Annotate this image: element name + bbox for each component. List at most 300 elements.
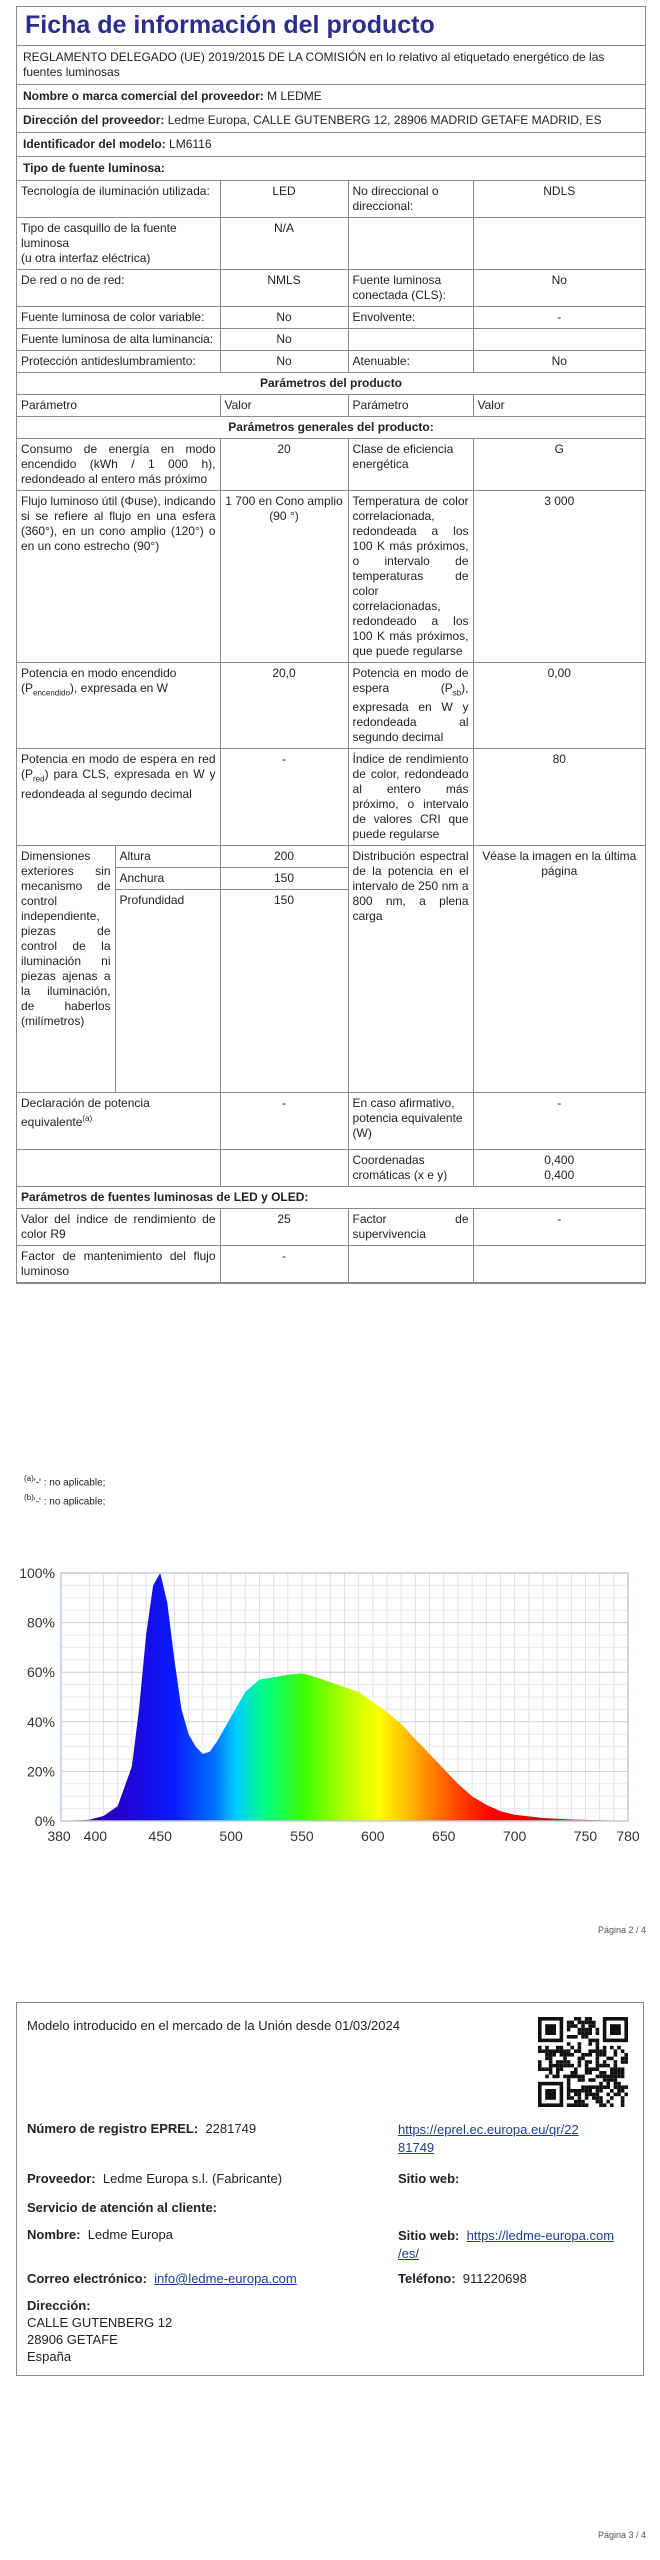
qr-module bbox=[556, 2046, 560, 2050]
qr-module bbox=[552, 2064, 556, 2068]
qr-module bbox=[621, 2103, 625, 2107]
qr-module bbox=[596, 2046, 600, 2050]
qr-module bbox=[538, 2049, 542, 2053]
qr-module bbox=[596, 2067, 600, 2071]
qr-module bbox=[581, 2100, 585, 2104]
qr-module bbox=[596, 2053, 600, 2057]
standby-power-label bbox=[348, 663, 473, 749]
qr-module bbox=[538, 2046, 542, 2050]
supplier-brand-value: M LEDME bbox=[267, 89, 322, 103]
qr-module bbox=[624, 2057, 628, 2061]
on-mode-power-value: 20,0 bbox=[220, 663, 348, 749]
qr-module bbox=[556, 2064, 560, 2068]
qr-module bbox=[560, 2060, 564, 2064]
qr-module bbox=[592, 2078, 596, 2082]
type-value: - bbox=[473, 307, 645, 329]
x-tick-label: 380 bbox=[47, 1828, 71, 1844]
qr-module bbox=[585, 2089, 589, 2093]
flux-maintenance-value: - bbox=[220, 1246, 348, 1283]
equivalent-power-label bbox=[17, 1093, 220, 1150]
qr-module bbox=[599, 2064, 603, 2068]
depth-value: 150 bbox=[220, 890, 348, 1093]
qr-module bbox=[563, 2049, 567, 2053]
type-value bbox=[473, 218, 645, 270]
qr-module bbox=[610, 2075, 614, 2079]
supplier-row bbox=[27, 2171, 282, 2186]
qr-module bbox=[556, 2071, 560, 2075]
qr-module bbox=[581, 2024, 585, 2028]
qr-module bbox=[545, 2053, 549, 2057]
qr-module bbox=[621, 2071, 625, 2075]
qr-module bbox=[614, 2085, 618, 2089]
qr-module bbox=[614, 2078, 618, 2082]
qr-module bbox=[592, 2096, 596, 2100]
qr-module bbox=[588, 2085, 592, 2089]
qr-module bbox=[556, 2075, 560, 2079]
product-params-heading: Parámetros del producto bbox=[17, 373, 645, 395]
qr-module bbox=[596, 2042, 600, 2046]
table-row bbox=[17, 1246, 645, 1283]
qr-module bbox=[585, 2035, 589, 2039]
qr-module bbox=[570, 2046, 574, 2050]
qr-module bbox=[552, 2075, 556, 2079]
type-label bbox=[348, 218, 473, 270]
qr-module bbox=[596, 2085, 600, 2089]
qr-module bbox=[574, 2071, 578, 2075]
table-row bbox=[17, 1187, 645, 1209]
qr-module bbox=[588, 2024, 592, 2028]
qr-module bbox=[588, 2028, 592, 2032]
qr-module bbox=[567, 2078, 571, 2082]
table-row bbox=[17, 1150, 645, 1187]
qr-module bbox=[574, 2100, 578, 2104]
qr-module bbox=[545, 2057, 549, 2061]
qr-module bbox=[570, 2021, 574, 2025]
qr-module bbox=[585, 2085, 589, 2089]
qr-module bbox=[585, 2096, 589, 2100]
qr-module bbox=[581, 2028, 585, 2032]
table-row bbox=[17, 395, 645, 417]
qr-module bbox=[542, 2049, 546, 2053]
type-label: Fuente luminosa conectada (CLS): bbox=[348, 270, 473, 307]
qr-module bbox=[596, 2031, 600, 2035]
qr-module bbox=[578, 2100, 582, 2104]
service-website-row bbox=[398, 2227, 614, 2263]
chromaticity-label: Coordenadas cromáticas (x e y) bbox=[348, 1150, 473, 1187]
sheet-title: Ficha de información del producto bbox=[17, 7, 645, 46]
qr-module bbox=[603, 2071, 607, 2075]
table-row bbox=[17, 749, 645, 846]
website-row bbox=[398, 2171, 459, 2186]
chromaticity-x: 0,400 bbox=[544, 1153, 575, 1168]
energy-consumption-label: Consumo de energía en modo encendido (kWh / 1 000 h), redondeado al entero más próximo bbox=[17, 439, 220, 491]
email-link[interactable]: info@ledme-europa.com bbox=[154, 2271, 297, 2286]
qr-module bbox=[617, 2089, 621, 2093]
x-tick-label: 780 bbox=[616, 1828, 640, 1844]
qr-module bbox=[621, 2067, 625, 2071]
qr-module bbox=[592, 2049, 596, 2053]
type-value: No bbox=[473, 270, 645, 307]
qr-module bbox=[614, 2067, 618, 2071]
qr-module bbox=[578, 2078, 582, 2082]
qr-module bbox=[567, 2049, 571, 2053]
qr-module bbox=[581, 2057, 585, 2061]
qr-module bbox=[599, 2071, 603, 2075]
qr-module bbox=[538, 2060, 542, 2064]
qr-module bbox=[581, 2031, 585, 2035]
network-standby-label bbox=[17, 749, 220, 846]
standby-power-sub: sb bbox=[452, 688, 462, 698]
cri-label: Índice de rendimiento de color, redondeado al entero más próximo, o intervalo de valores CRI que puede regularse bbox=[348, 749, 473, 846]
flux-maintenance-label: Factor de mantenimiento del flujo luminoso bbox=[17, 1246, 220, 1283]
phone-label: Teléfono: bbox=[398, 2271, 456, 2286]
type-value: No bbox=[220, 307, 348, 329]
qr-module bbox=[567, 2024, 571, 2028]
qr-module bbox=[549, 2060, 553, 2064]
qr-module bbox=[606, 2082, 610, 2086]
qr-module bbox=[574, 2024, 578, 2028]
qr-module bbox=[567, 2096, 571, 2100]
survival-factor-label: Factor de supervivencia bbox=[348, 1209, 473, 1246]
table-row bbox=[17, 351, 645, 373]
type-value: NMLS bbox=[220, 270, 348, 307]
qr-module bbox=[596, 2049, 600, 2053]
qr-module bbox=[603, 2060, 607, 2064]
type-label: Fuente luminosa de alta luminancia: bbox=[17, 329, 220, 351]
qr-module bbox=[610, 2046, 614, 2050]
footnote-mark: (a) bbox=[24, 1474, 34, 1483]
qr-module bbox=[617, 2075, 621, 2079]
empty-cell bbox=[17, 1150, 220, 1187]
qr-module bbox=[567, 2035, 571, 2039]
qr-module bbox=[592, 2039, 596, 2043]
qr-module bbox=[588, 2053, 592, 2057]
qr-module bbox=[585, 2071, 589, 2075]
type-label bbox=[348, 329, 473, 351]
color-temperature-value: 3 000 bbox=[473, 491, 645, 663]
supplier-address-value: Ledme Europa, CALLE GUTENBERG 12, 28906 MADRID GETAFE MADRID, ES bbox=[167, 113, 602, 127]
qr-module bbox=[556, 2067, 560, 2071]
type-label: Fuente luminosa de color variable: bbox=[17, 307, 220, 329]
qr-module bbox=[614, 2060, 618, 2064]
eprel-link-line-1: https://eprel.ec.europa.eu/qr/22 bbox=[398, 2122, 579, 2137]
qr-module bbox=[599, 2096, 603, 2100]
qr-module bbox=[545, 2089, 556, 2100]
qr-module bbox=[603, 2046, 607, 2050]
qr-module bbox=[570, 2024, 574, 2028]
x-tick-label: 650 bbox=[432, 1828, 456, 1844]
footnote-mark: (b) bbox=[24, 1493, 34, 1503]
type-label: Tecnología de iluminación utilizada: bbox=[17, 181, 220, 218]
qr-module bbox=[588, 2042, 592, 2046]
qr-module bbox=[567, 2103, 571, 2107]
qr-module bbox=[624, 2053, 628, 2057]
type-label: No direccional o direccional: bbox=[348, 181, 473, 218]
empty-cell bbox=[473, 1246, 645, 1283]
cri-value: 80 bbox=[473, 749, 645, 846]
qr-module bbox=[570, 2053, 574, 2057]
qr-module bbox=[606, 2057, 610, 2061]
footnote-text: '-' : no aplicable; bbox=[33, 1496, 106, 1508]
type-label: Atenuable: bbox=[348, 351, 473, 373]
qr-module bbox=[581, 2075, 585, 2079]
qr-module bbox=[542, 2067, 546, 2071]
page-number: Página 3 / 4 bbox=[598, 2530, 647, 2540]
qr-module bbox=[599, 2085, 603, 2089]
qr-module bbox=[621, 2085, 625, 2089]
qr-module bbox=[603, 2064, 607, 2068]
qr-code-icon[interactable] bbox=[538, 2017, 628, 2107]
x-tick-label: 550 bbox=[290, 1828, 314, 1844]
model-id-row bbox=[17, 133, 645, 157]
y-tick-label: 40% bbox=[26, 1713, 55, 1730]
qr-module bbox=[606, 2078, 610, 2082]
eprel-number-row bbox=[27, 2121, 256, 2136]
qr-module bbox=[599, 2082, 603, 2086]
qr-module bbox=[545, 2046, 549, 2050]
qr-module bbox=[621, 2089, 625, 2093]
qr-module bbox=[560, 2046, 564, 2050]
qr-module bbox=[574, 2035, 578, 2039]
qr-module bbox=[570, 2064, 574, 2068]
table-row bbox=[17, 846, 645, 868]
luminous-flux-value: 1 700 en Cono amplio (90 °) bbox=[220, 491, 348, 663]
footnotes bbox=[22, 1467, 107, 1514]
qr-module bbox=[563, 2075, 567, 2079]
qr-module bbox=[581, 2089, 585, 2093]
on-mode-power-text: Potencia en modo encendido (P bbox=[21, 666, 177, 695]
model-id-value: LM6116 bbox=[169, 137, 212, 151]
qr-module bbox=[578, 2031, 582, 2035]
qr-module bbox=[603, 2103, 607, 2107]
qr-module bbox=[610, 2096, 614, 2100]
y-tick-label: 80% bbox=[26, 1614, 55, 1631]
qr-module bbox=[588, 2039, 592, 2043]
qr-module bbox=[581, 2078, 585, 2082]
qr-module bbox=[599, 2075, 603, 2079]
qr-module bbox=[585, 2067, 589, 2071]
supplier-brand-label: Nombre o marca comercial del proveedor: bbox=[23, 89, 264, 103]
qr-module bbox=[592, 2085, 596, 2089]
qr-module bbox=[578, 2057, 582, 2061]
qr-module bbox=[563, 2060, 567, 2064]
qr-module bbox=[574, 2017, 578, 2021]
qr-module bbox=[570, 2035, 574, 2039]
chromaticity-y: 0,400 bbox=[544, 1168, 575, 1183]
qr-module bbox=[567, 2082, 571, 2086]
footnote bbox=[24, 1471, 105, 1490]
qr-module bbox=[588, 2017, 592, 2021]
qr-module bbox=[556, 2060, 560, 2064]
qr-module bbox=[563, 2057, 567, 2061]
qr-module bbox=[545, 2049, 549, 2053]
type-value: N/A bbox=[220, 218, 348, 270]
qr-module bbox=[578, 2064, 582, 2068]
qr-module bbox=[585, 2028, 589, 2032]
qr-module bbox=[588, 2071, 592, 2075]
qr-module bbox=[603, 2085, 607, 2089]
qr-module bbox=[581, 2021, 585, 2025]
qr-module bbox=[617, 2082, 621, 2086]
qr-module bbox=[614, 2075, 618, 2079]
service-name-value: Ledme Europa bbox=[87, 2227, 173, 2242]
qr-module bbox=[610, 2089, 614, 2093]
empty-cell bbox=[348, 1246, 473, 1283]
qr-module bbox=[585, 2060, 589, 2064]
on-mode-power-text-2: ), expresada en W bbox=[69, 681, 168, 695]
qr-module bbox=[617, 2093, 621, 2097]
qr-module bbox=[560, 2053, 564, 2057]
qr-module bbox=[617, 2071, 621, 2075]
equivalent-power-w-label: En caso afirmativo, potencia equivalente (W) bbox=[348, 1093, 473, 1150]
service-website-label: Sitio web: bbox=[398, 2228, 460, 2243]
column-header-value: Valor bbox=[220, 395, 348, 417]
eprel-number-value: 2281749 bbox=[205, 2121, 257, 2136]
qr-module bbox=[596, 2039, 600, 2043]
qr-module bbox=[624, 2060, 628, 2064]
energy-consumption-value: 20 bbox=[220, 439, 348, 491]
dimensions-label: Dimensiones exteriores sin mecanismo de control independiente, piezas de control de la iluminación ni piezas ajenas a la iluminación, de haberlos (milímetros) bbox=[17, 846, 115, 1093]
light-source-type-heading bbox=[17, 157, 645, 181]
qr-module bbox=[567, 2053, 571, 2057]
standby-power-value: 0,00 bbox=[473, 663, 645, 749]
qr-module bbox=[588, 2078, 592, 2082]
supplier-label: Proveedor: bbox=[27, 2171, 96, 2186]
qr-module bbox=[549, 2049, 553, 2053]
qr-module bbox=[603, 2053, 607, 2057]
column-header-param: Parámetro bbox=[17, 395, 220, 417]
qr-module bbox=[560, 2049, 564, 2053]
table-row bbox=[17, 218, 645, 270]
qr-module bbox=[606, 2100, 610, 2104]
phone-row bbox=[398, 2271, 527, 2286]
equivalent-power-value: - bbox=[220, 1093, 348, 1150]
website-label: Sitio web: bbox=[398, 2171, 460, 2186]
qr-module bbox=[574, 2103, 578, 2107]
height-value: 200 bbox=[220, 846, 348, 868]
qr-module bbox=[578, 2049, 582, 2053]
qr-module bbox=[567, 2060, 571, 2064]
qr-module bbox=[588, 2021, 592, 2025]
type-label: De red o no de red: bbox=[17, 270, 220, 307]
qr-module bbox=[578, 2017, 582, 2021]
qr-module bbox=[610, 2057, 614, 2061]
qr-module bbox=[581, 2035, 585, 2039]
qr-module bbox=[549, 2067, 553, 2071]
spec-table bbox=[17, 181, 645, 1283]
qr-module bbox=[574, 2093, 578, 2097]
qr-module bbox=[614, 2049, 618, 2053]
qr-module bbox=[596, 2028, 600, 2032]
qr-module bbox=[621, 2049, 625, 2053]
network-standby-value: - bbox=[220, 749, 348, 846]
qr-module bbox=[549, 2071, 553, 2075]
on-mode-power-label bbox=[17, 663, 220, 749]
service-website-line-1: https://ledme-europa.com bbox=[466, 2228, 615, 2243]
color-temperature-label: Temperatura de color correlacionada, redondeada a los 100 K más próximos, o intervalo de temperaturas de color correlacionadas, redondeado a los 100 K más próximos, que puede regularse bbox=[348, 491, 473, 663]
network-standby-sub: red bbox=[33, 774, 45, 784]
eprel-link-line-2: 81749 bbox=[398, 2140, 435, 2155]
qr-module bbox=[614, 2064, 618, 2068]
table-row bbox=[17, 373, 645, 395]
qr-module bbox=[617, 2085, 621, 2089]
regulation-text: REGLAMENTO DELEGADO (UE) 2019/2015 DE LA COMISIÓN en lo relativo al etiquetado energético de las fuentes luminosas bbox=[17, 46, 645, 85]
qr-module bbox=[596, 2057, 600, 2061]
cap-type-label-2: (u otra interfaz eléctrica) bbox=[21, 251, 151, 265]
qr-module bbox=[578, 2103, 582, 2107]
x-tick-label: 700 bbox=[502, 1828, 527, 1844]
qr-module bbox=[581, 2053, 585, 2057]
qr-module bbox=[588, 2049, 592, 2053]
r9-label: Valor del índice de rendimiento de color R9 bbox=[17, 1209, 220, 1246]
qr-module bbox=[585, 2053, 589, 2057]
depth-label: Profundidad bbox=[115, 890, 220, 1093]
market-date-text: Modelo introducido en el mercado de la Unión desde 01/03/2024 bbox=[27, 2018, 400, 2033]
table-row bbox=[17, 329, 645, 351]
footnote-text: '-' : no aplicable; bbox=[33, 1477, 106, 1489]
qr-module bbox=[567, 2042, 571, 2046]
qr-module bbox=[567, 2075, 571, 2079]
qr-module bbox=[581, 2103, 585, 2107]
supplier-brand-row bbox=[17, 85, 645, 109]
qr-module bbox=[610, 2067, 614, 2071]
table-row bbox=[17, 307, 645, 329]
qr-module bbox=[596, 2093, 600, 2097]
qr-module bbox=[567, 2085, 571, 2089]
qr-module bbox=[624, 2085, 628, 2089]
phone-value: 911220698 bbox=[462, 2271, 527, 2286]
qr-module bbox=[567, 2021, 571, 2025]
table-row bbox=[17, 1093, 645, 1150]
type-label bbox=[17, 218, 220, 270]
qr-module bbox=[545, 2067, 549, 2071]
qr-module bbox=[570, 2089, 574, 2093]
model-id-label: Identificador del modelo: bbox=[23, 137, 166, 151]
eprel-number-label: Número de registro EPREL: bbox=[27, 2121, 199, 2136]
qr-module bbox=[603, 2078, 607, 2082]
qr-module bbox=[588, 2060, 592, 2064]
eprel-link[interactable] bbox=[398, 2122, 579, 2155]
eprel-info-box bbox=[16, 2002, 644, 2376]
qr-module bbox=[585, 2031, 589, 2035]
qr-module bbox=[574, 2089, 578, 2093]
y-tick-label: 0% bbox=[34, 1813, 55, 1829]
r9-value: 25 bbox=[220, 1209, 348, 1246]
qr-module bbox=[560, 2067, 564, 2071]
address-label: Dirección: bbox=[27, 2298, 91, 2313]
qr-module bbox=[578, 2060, 582, 2064]
spectral-distribution-value: Véase la imagen en la última página bbox=[473, 846, 645, 1093]
qr-module bbox=[617, 2067, 621, 2071]
spectral-distribution-chart bbox=[16, 1565, 646, 1855]
x-tick-label: 500 bbox=[219, 1828, 243, 1844]
qr-module bbox=[549, 2053, 553, 2057]
table-row bbox=[17, 439, 645, 491]
cap-type-label: Tipo de casquillo de la fuente luminosa bbox=[21, 221, 177, 250]
width-label: Anchura bbox=[115, 868, 220, 890]
type-value: NDLS bbox=[473, 181, 645, 218]
footnote bbox=[24, 1490, 105, 1509]
address-line-3: España bbox=[27, 2349, 72, 2364]
qr-module bbox=[606, 2064, 610, 2068]
qr-module bbox=[596, 2096, 600, 2100]
table-row bbox=[17, 417, 645, 439]
qr-module bbox=[599, 2049, 603, 2053]
qr-module bbox=[621, 2057, 625, 2061]
qr-module bbox=[549, 2064, 553, 2068]
height-label: Altura bbox=[115, 846, 220, 868]
x-tick-label: 750 bbox=[573, 1828, 598, 1844]
